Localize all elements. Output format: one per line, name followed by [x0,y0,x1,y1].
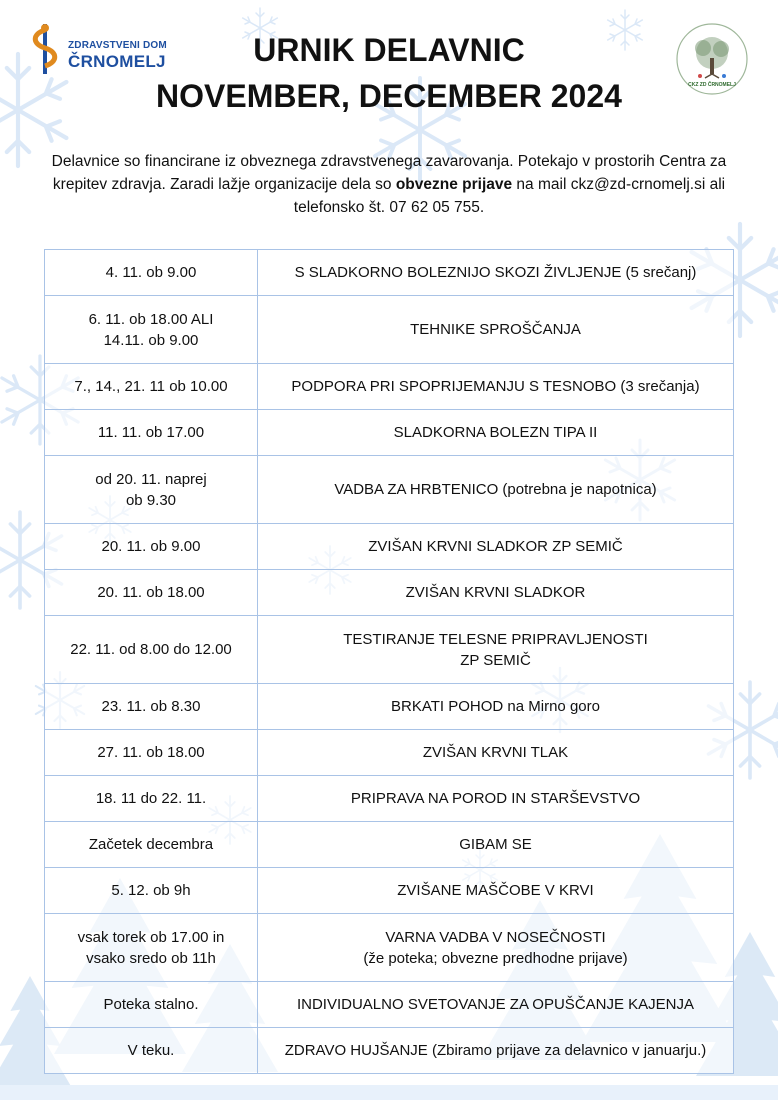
page-title: URNIK DELAVNIC [253,32,525,68]
workshop-title: BRKATI POHOD na Mirno goro [258,684,734,730]
workshop-date: 7., 14., 21. 11 ob 10.00 [45,364,258,410]
workshop-date: 20. 11. ob 9.00 [45,524,258,570]
org-name-line1: ZDRAVSTVENI DOM [68,40,167,51]
workshop-date: 4. 11. ob 9.00 [45,250,258,296]
table-row [45,868,734,914]
workshop-title: ZVIŠAN KRVNI SLADKOR [258,570,734,616]
workshop-title: SLADKORNA BOLEZN TIPA II [258,410,734,456]
table-row [45,296,734,364]
table-row [45,730,734,776]
table-row [45,250,734,296]
table-row [45,684,734,730]
table-row [45,364,734,410]
workshop-date: Poteka stalno. [45,982,258,1028]
page-subtitle: NOVEMBER, DECEMBER 2024 [156,78,622,114]
intro-text [36,150,742,219]
intro-part2: na mail ckz@zd-crnomelj.si ali telefonsko št. 07 62 05 755. [293,176,726,216]
workshop-date: 5. 12. ob 9h [45,868,258,914]
workshop-date: 6. 11. ob 18.00 ALI 14.11. ob 9.00 [45,296,258,364]
workshop-title: ZDRAVO HUJŠANJE (Zbiramo prijave za delavnico v januarju.) [258,1028,734,1074]
table-row [45,456,734,524]
workshop-date: 22. 11. od 8.00 do 12.00 [45,616,258,684]
workshop-date: 11. 11. ob 17.00 [45,410,258,456]
workshop-title: VARNA VADBA V NOSEČNOSTI (že poteka; obvezne predhodne prijave) [258,914,734,982]
table-row [45,616,734,684]
workshop-title: ZVIŠANE MAŠČOBE V KRVI [258,868,734,914]
table-row [45,524,734,570]
table-row [45,776,734,822]
workshop-schedule-table [44,249,734,1074]
table-row [45,982,734,1028]
workshop-date: V teku. [45,1028,258,1074]
workshop-title: PODPORA PRI SPOPRIJEMANJU S TESNOBO (3 srečanja) [258,364,734,410]
workshop-date: 27. 11. ob 18.00 [45,730,258,776]
workshop-date: 18. 11 do 22. 11. [45,776,258,822]
table-row [45,822,734,868]
workshop-title: PRIPRAVA NA POROD IN STARŠEVSTVO [258,776,734,822]
workshop-title: ZVIŠAN KRVNI TLAK [258,730,734,776]
workshop-title: S SLADKORNO BOLEZNIJO SKOZI ŽIVLJENJE (5 srečanj) [258,250,734,296]
workshop-title: VADBA ZA HRBTENICO (potrebna je napotnica) [258,456,734,524]
table-row [45,1028,734,1074]
intro-part1: Delavnice so financirane iz obveznega zdravstvenega zavarovanja. Potekajo v prostorih Centra za krepitev zdravja. Zaradi lažje organizacije dela so [51,153,727,193]
workshop-date: od 20. 11. naprej ob 9.30 [45,456,258,524]
workshop-date: 23. 11. ob 8.30 [45,684,258,730]
workshop-title: GIBAM SE [258,822,734,868]
workshop-date: 20. 11. ob 18.00 [45,570,258,616]
workshop-title: TESTIRANJE TELESNE PRIPRAVLJENOSTI ZP SEMIČ [258,616,734,684]
workshop-date: vsak torek ob 17.00 in vsako sredo ob 11h [45,914,258,982]
workshop-title: ZVIŠAN KRVNI SLADKOR ZP SEMIČ [258,524,734,570]
table-row [45,914,734,982]
workshop-title: TEHNIKE SPROŠČANJA [258,296,734,364]
org-name-line2: ČRNOMELJ [68,52,166,71]
table-row [45,570,734,616]
table-row [45,410,734,456]
intro-bold: obvezne prijave [395,176,513,193]
workshop-title: INDIVIDUALNO SVETOVANJE ZA OPUŠČANJE KAJENJA [258,982,734,1028]
workshop-date: Začetek decembra [45,822,258,868]
ckz-logo-text: CKZ ZD ČRNOMELJ [688,82,736,88]
